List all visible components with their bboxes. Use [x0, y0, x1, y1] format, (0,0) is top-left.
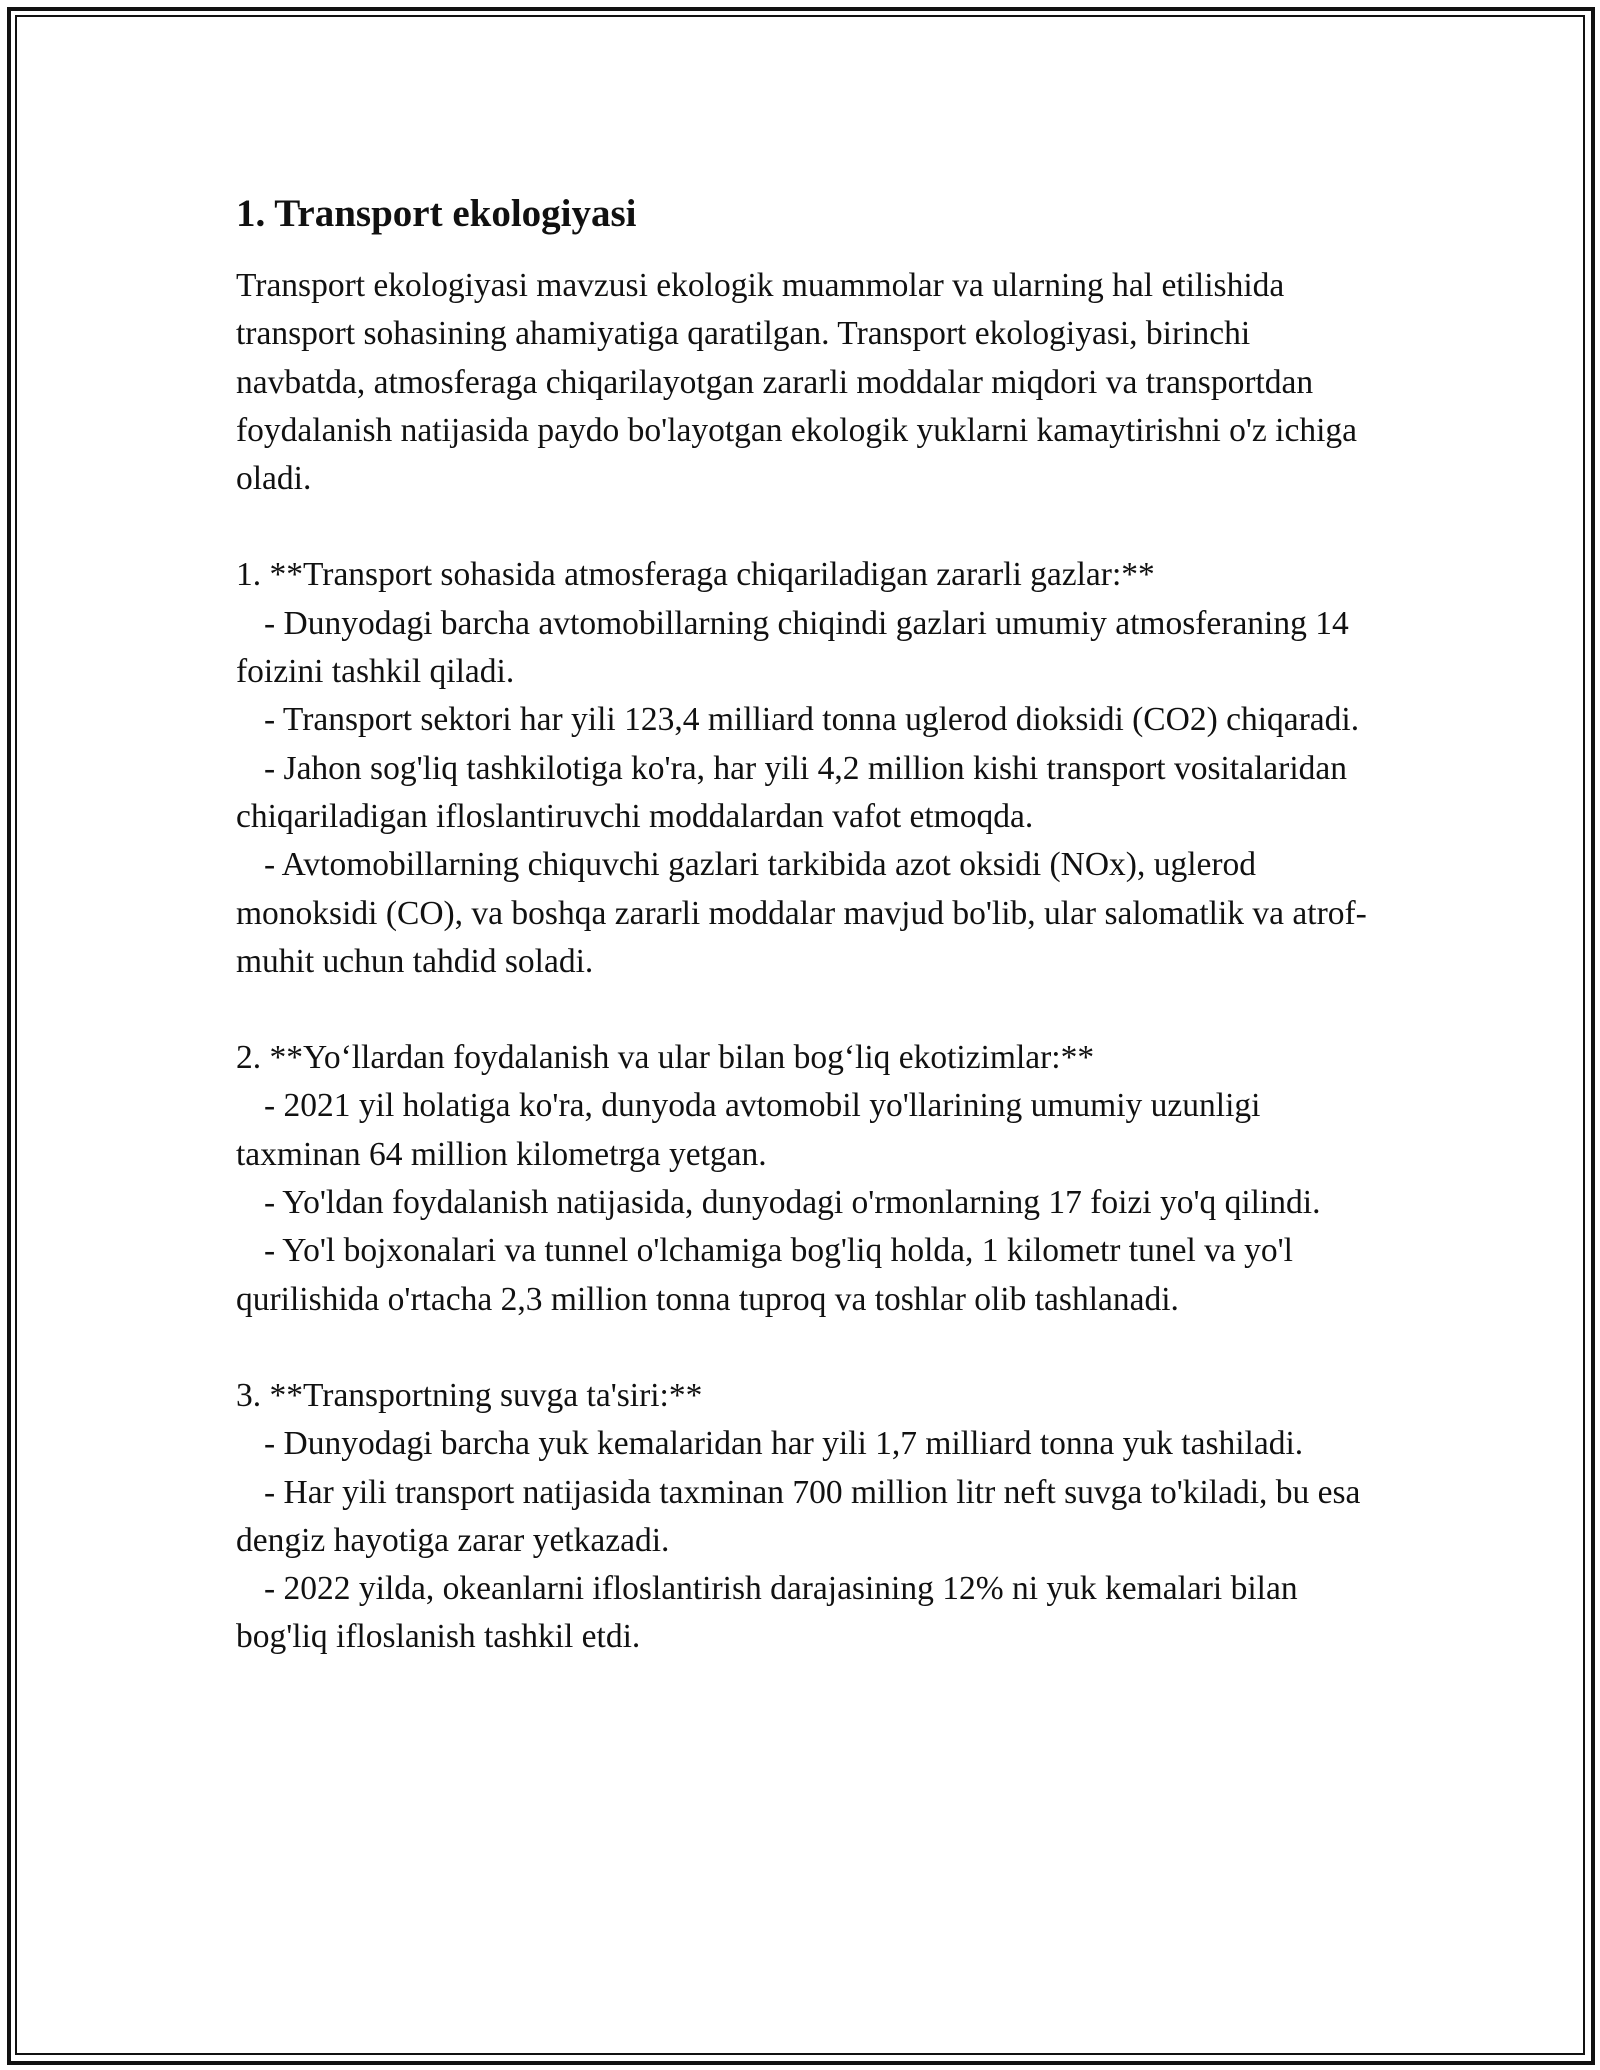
section-3 [236, 1372, 1376, 1662]
intro-paragraph: Transport ekologiyasi mavzusi ekologik muammolar va ularning hal etilishida transport sohasining ahamiyatiga qaratilgan. Transport ekologiyasi, birinchi navbatda, atmosferaga chiqarilayotgan zararli moddalar miqdori va transportdan foydalanish natijasida paydo bo'layotgan ekologik yuklarni kamaytirishni o'z ichiga oladi. [236, 267, 1358, 498]
bullet-item: - 2021 yil holatiga ko'ra, dunyoda avtomobil yo'llarining umumiy uzunligi taxminan 64 million kilometrga yetgan. [236, 1087, 1261, 1173]
bullet-item: - Dunyodagi barcha avtomobillarning chiqindi gazlari umumiy atmosferaning 14 foizini tashkil qiladi. [236, 604, 1349, 691]
bullet-item: - Dunyodagi barcha yuk kemalaridan har yili 1,7 milliard tonna yuk tashiladi. [264, 1425, 1304, 1463]
section-1 [236, 551, 1376, 986]
bullet-item: - Yo'ldan foydalanish natijasida, dunyodagi o'rmonlarning 17 foizi yo'q qilindi. [264, 1184, 1321, 1222]
document-title: 1. Transport ekologiyasi [236, 192, 637, 235]
section-2 [236, 1034, 1376, 1324]
bullet-item: - Avtomobillarning chiquvchi gazlari tarkibida azot oksidi (NOx), uglerod monoksidi (CO), va boshqa zararli moddalar mavjud bo'lib, ular salomatlik va atrof-muhit uchun tahdid soladi. [236, 846, 1367, 980]
bullet-item: - Transport sektori har yili 123,4 milliard tonna uglerod dioksidi (CO2) chiqaradi. [264, 701, 1360, 739]
bullet-item: - Har yili transport natijasida taxminan 700 million litr neft suvga to'kiladi, bu esa dengiz hayotiga zarar yetkazadi. [236, 1473, 1361, 1559]
section-heading: 2. **Yo‘llardan foydalanish va ular bilan bog‘liq ekotizimlar:** [236, 1039, 1095, 1077]
document-body [236, 186, 1376, 1662]
section-heading: 1. **Transport sohasida atmosferaga chiqariladigan zararli gazlar:** [236, 556, 1155, 594]
bullet-item: - Jahon sog'liq tashkilotiga ko'ra, har yili 4,2 million kishi transport vositalaridan chiqariladigan ifloslantiruvchi moddalardan vafot etmoqda. [236, 749, 1347, 835]
bullet-item: - Yo'l bojxonalari va tunnel o'lchamiga bog'liq holda, 1 kilometr tunel va yo'l qurilishida o'rtacha 2,3 million tonna tuproq va toshlar olib tashlanadi. [236, 1232, 1293, 1318]
section-heading: 3. **Transportning suvga ta'siri:** [236, 1376, 703, 1414]
bullet-item: - 2022 yilda, okeanlarni ifloslantirish darajasining 12% ni yuk kemalari bilan bog'liq ifloslanish tashkil etdi. [236, 1570, 1298, 1656]
